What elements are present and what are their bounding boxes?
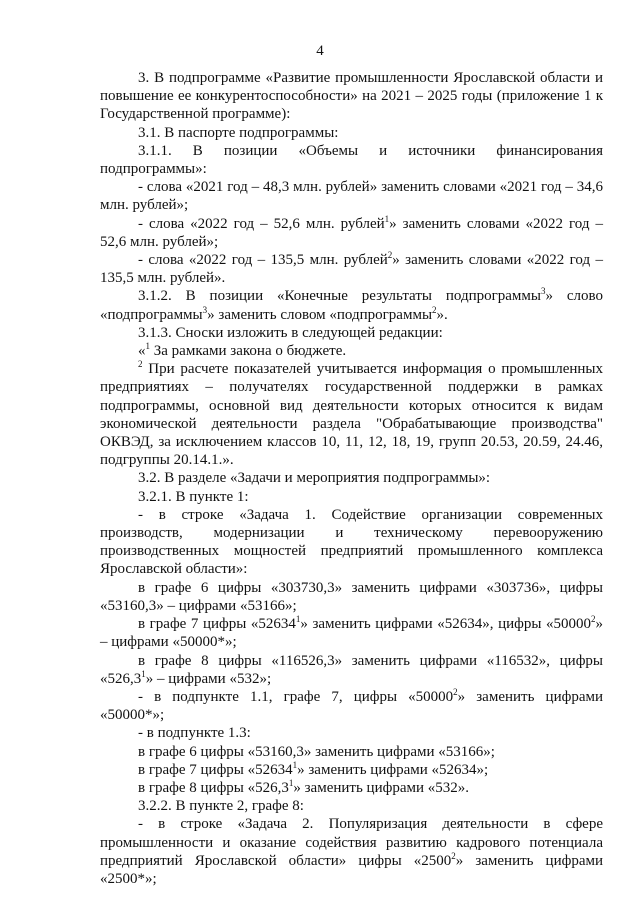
paragraph: - в подпункте 1.3: bbox=[138, 725, 251, 742]
paragraph: в графе 7 цифры «52634$^1$» заменить цифрами «52634», цифры «50000$^2$» – цифрами «50000*»; bbox=[100, 614, 603, 651]
paragraph: 3.2.2. В пункте 2, графе 8: bbox=[138, 798, 304, 815]
paragraph: 3.1. В паспорте подпрограммы: bbox=[138, 124, 339, 141]
footnote-paragraph: «$^1$ За рамками закона о бюджете. bbox=[138, 341, 347, 360]
paragraph: в графе 8 цифры «526,3$^1$» заменить цифрами «532». bbox=[138, 777, 470, 796]
paragraph: 3.2. В разделе «Задачи и мероприятия подпрограммы»: bbox=[138, 470, 491, 487]
paragraph: - в строке «Задача 1. Содействие организации современных производств, модернизации и техническому перевооружению производственных мощностей предприятий промышленного комплекса Ярославской области»: bbox=[100, 506, 603, 578]
paragraph: 3.1.3. Сноски изложить в следующей редакции: bbox=[138, 324, 443, 341]
paragraph: - слова «2021 год – 48,3 млн. рублей» заменить словами «2021 год – 34,6 млн. рублей»; bbox=[100, 179, 603, 214]
paragraph: - в подпункте 1.1, графе 7, цифры «50000$^2$» заменить цифрами «50000*»; bbox=[100, 686, 603, 724]
document-body bbox=[100, 69, 603, 888]
paragraph: - в строке «Задача 2. Популяризация деятельности в сфере промышленности и оказание содействия развитию кадрового потенциала предприятий Ярославской области» цифры «2500$^2$» заменить цифрами «2500*»; bbox=[100, 816, 603, 887]
paragraph: в графе 8 цифры «116526,3» заменить цифрами «116532», цифры «526,3$^1$» – цифрами «532»; bbox=[100, 652, 603, 687]
paragraph: в графе 6 цифры «303730,3» заменить цифрами «303736», цифры «53160,3» – цифрами «53166»; bbox=[100, 579, 603, 614]
paragraph: - слова «2022 год – 135,5 млн. рублей$^2$» заменить словами «2022 год – 135,5 млн. рублей». bbox=[100, 250, 603, 287]
paragraph: 3. В подпрограмме «Развитие промышленности Ярославской области и повышение ее конкурентоспособности» на 2021 – 2025 годы (приложение 1 к Государственной программе): bbox=[100, 70, 603, 123]
footnote-paragraph: $^2$ При расчете показателей учитывается информация о промышленных предприятиях – получателях государственной поддержки в рамках подпрограммы, основной вид деятельности которых относится к видам экономической деятельности раздела "Обрабатывающие производства" ОКВЭД, за исключением классов 10, 11, 12, 18, 19, групп 20.53, 20.59, 24.46, подгруппы 20.14.1.». bbox=[100, 359, 603, 469]
paragraph: 3.1.1. В позиции «Объемы и источники финансирования подпрограммы»: bbox=[100, 142, 603, 178]
paragraph: в графе 7 цифры «52634$^1$» заменить цифрами «52634»; bbox=[138, 759, 489, 778]
paragraph: 3.1.2. В позиции «Конечные результаты подпрограммы$^3$» слово «подпрограммы$^3$» заменить словом «подпрограммы$^2$». bbox=[100, 286, 604, 323]
page-number: 4 bbox=[316, 43, 324, 59]
paragraph: - слова «2022 год – 52,6 млн. рублей$^1$» заменить словами «2022 год – 52,6 млн. рублей»; bbox=[100, 213, 603, 250]
paragraph: в графе 6 цифры «53160,3» заменить цифрами «53166»; bbox=[138, 743, 495, 760]
paragraph: 3.2.1. В пункте 1: bbox=[138, 488, 249, 505]
